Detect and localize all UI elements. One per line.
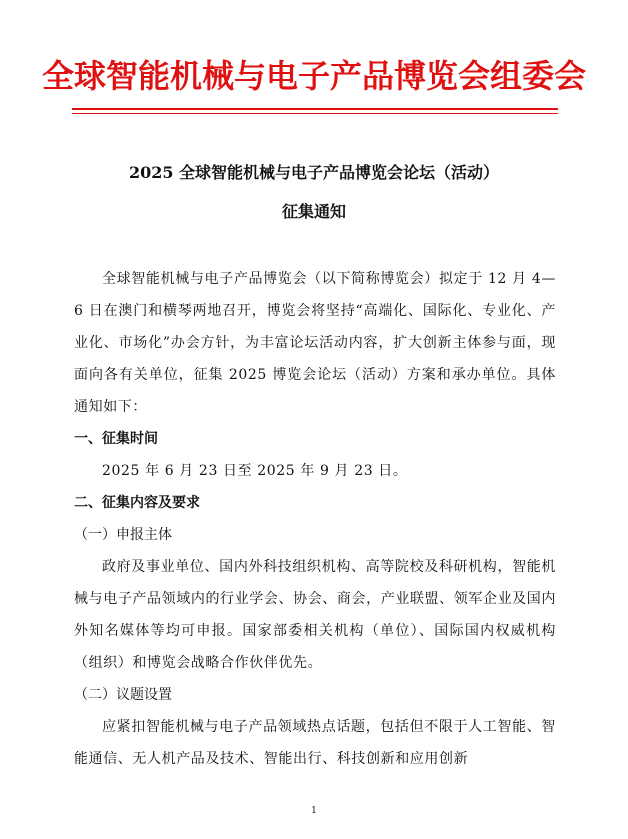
section-heading-content: 二、征集内容及要求 (74, 495, 200, 511)
page-number: 1 (311, 806, 317, 816)
intro-paragraph: 全球智能机械与电子产品博览会（以下简称博览会）拟定于 12 月 4—6 日在澳门和横琴两地召开，博览会将坚持“高端化、国际化、专业化、产业化、市场化”办会方针，为丰富论坛活动内容，扩大创新主体参与面，现面向各有关单位，征集 2025 博览会论坛（活动）方案和承办单位。具体通知如下： (74, 271, 556, 415)
subsection-heading-applicant: （一）申报主体 (74, 527, 172, 543)
subsection-applicant-text: 政府及事业单位、国内外科技组织机构、高等院校及科研机构，智能机械与电子产品领域内的行业学会、协会、商会，产业联盟、领军企业及国内外知名媒体等均可申报。国家部委相关机构（单位）、国际国内权威机构（组织）和博览会战略合作伙伴优先。 (74, 559, 556, 671)
letterhead-title: 全球智能机械与电子产品博览会组委会 (41, 57, 586, 95)
document-title: 2025 全球智能机械与电子产品博览会论坛（活动） (128, 163, 500, 182)
document-subtitle: 征集通知 (281, 202, 346, 221)
subsection-heading-topics: （二）议题设置 (74, 687, 172, 703)
section-heading-time: 一、征集时间 (74, 431, 158, 447)
letterhead-rule-thick (72, 108, 558, 110)
subsection-topics-text: 应紧扣智能机械与电子产品领域热点话题，包括但不限于人工智能、智能通信、无人机产品及技术、智能出行、科技创新和应用创新 (74, 719, 556, 767)
section-time-text: 2025 年 6 月 23 日至 2025 年 9 月 23 日。 (102, 463, 408, 479)
letterhead-rule-thin (72, 113, 558, 114)
document-body (74, 263, 556, 775)
